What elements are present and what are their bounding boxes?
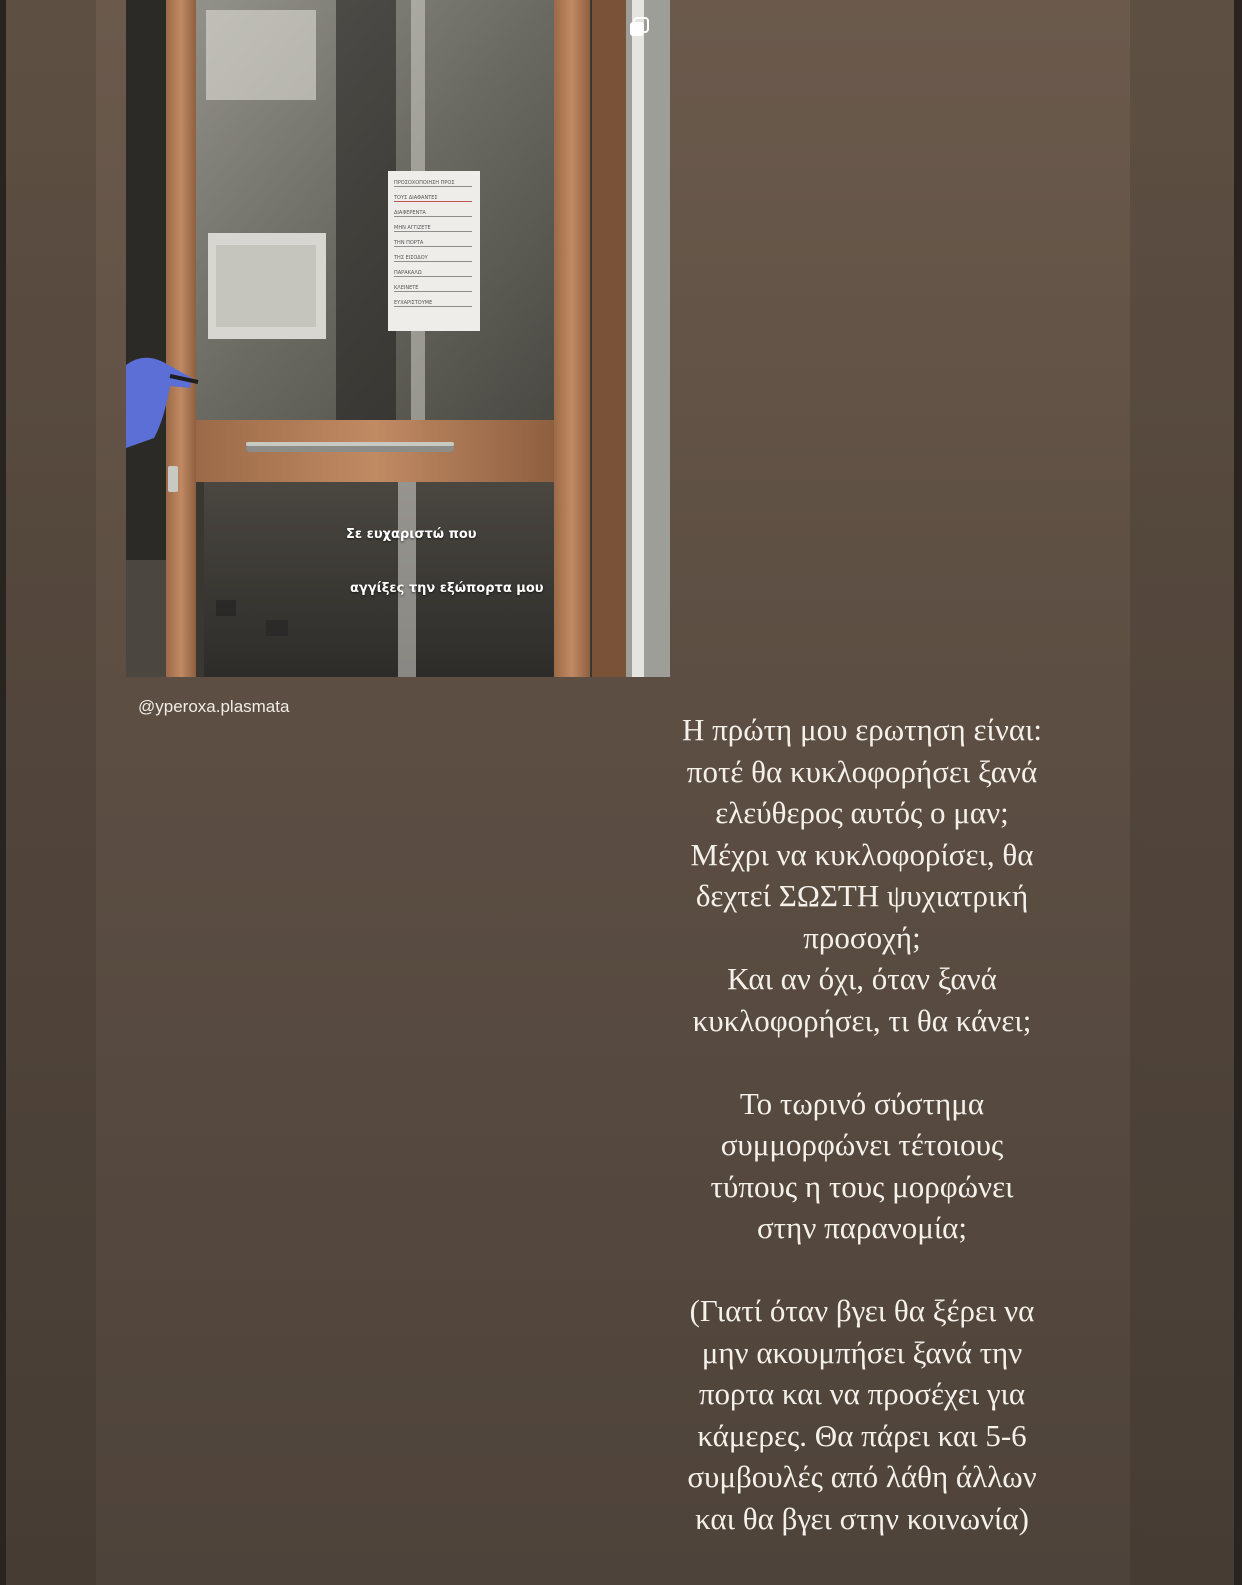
story-text-line: και θα βγει στην κοινωνία) xyxy=(695,1500,1029,1536)
notice-text-line: ΔΙΑΦΕΡΕΝΤΑ xyxy=(394,210,426,216)
notice-text-line: ΤΟΥΣ ΔΙΑΦΑΝΤΕΣ xyxy=(394,195,438,201)
story-text-line: συμβουλές από λάθη άλλων xyxy=(687,1459,1037,1494)
notice-text-line: ΚΛΕΙΝΕΤΕ xyxy=(394,285,419,291)
story-edge-right xyxy=(1130,0,1242,1585)
notice-text-line: ΠΡΟΣΟΧΟΠΟΙΗΣΗ ΠΡΟΣ xyxy=(394,180,455,186)
story-text-line: συμμορφώνει τέτοιους xyxy=(720,1127,1004,1162)
copy-icon[interactable] xyxy=(628,16,650,38)
notice-text-line: ΤΗΝ ΠΟΡΤΑ xyxy=(394,240,424,246)
notice-underline xyxy=(394,231,472,232)
photo-caption-line: Σε ευχαριστώ που xyxy=(346,527,477,542)
paragraph-gap xyxy=(622,1249,1102,1291)
door-frame-right xyxy=(554,0,590,677)
story-text-line: Και αν όχι, όταν ξανά xyxy=(727,961,997,996)
notice-underline xyxy=(394,216,472,217)
story-text-line: κάμερες. Θα πάρει και 5-6 xyxy=(697,1417,1027,1453)
source-credit-handle[interactable]: @yperoxa.plasmata xyxy=(138,697,290,716)
photo-caption-line: αγγίξες την εξώπορτα μου xyxy=(350,581,544,596)
story-text-line: τύπους η τους μορφώνει xyxy=(710,1168,1014,1204)
photo-caption xyxy=(346,490,544,634)
notice-underline xyxy=(394,291,472,292)
story-text-line: ποτέ θα κυκλοφορήσει ξανά xyxy=(686,753,1038,789)
paragraph-gap xyxy=(622,1041,1102,1083)
story-text-line: κυκλοφορήσει, τι θα κάνει; xyxy=(692,1002,1032,1038)
story-text-line: πορτα και να προσέχει για xyxy=(698,1376,1026,1411)
story-text xyxy=(622,709,1102,1539)
notice-text-line: ΜΗΝ ΑΓΓΙΖΕΤΕ xyxy=(394,225,431,231)
story-text-line: προσοχή; xyxy=(803,919,921,955)
notice-underline xyxy=(394,246,472,247)
door-frame-left xyxy=(166,0,196,677)
notice-underline xyxy=(394,261,472,262)
notice-text-line: ΕΥΧΑΡΙΣΤΟΥΜΕ xyxy=(394,300,433,306)
story-text-line: δεχτεί ΣΩΣΤΗ ψυχιατρική xyxy=(695,878,1029,913)
story-text-line: Η πρώτη μου ερωτηση είναι: xyxy=(681,712,1043,747)
story-text-line: ελεύθερος αυτός ο μαν; xyxy=(715,795,1009,830)
notice-text-line: ΠΑΡΑΚΑΛΩ xyxy=(394,270,422,276)
story-text-line: Μέχρι να κυκλοφορίσει, θα xyxy=(690,836,1034,872)
story-text-line: στην παρανομία; xyxy=(756,1210,968,1245)
notice-underline xyxy=(394,186,472,187)
shared-post-photo[interactable] xyxy=(126,0,670,677)
notice-underline xyxy=(394,276,472,277)
story-text-line: (Γιατί όταν βγει θα ξέρει να xyxy=(689,1293,1035,1328)
story-edge-left xyxy=(0,0,96,1585)
notice-underline xyxy=(394,201,472,202)
story-text-line: μην ακουμπήσει ξανά την xyxy=(701,1334,1023,1370)
notice-text-line: ΤΗΣ ΕΙΣΟΔΟΥ xyxy=(394,255,428,261)
notice-underline xyxy=(394,306,472,307)
door-lock xyxy=(168,466,178,492)
story-text-line: Το τωρινό σύστημα xyxy=(739,1085,985,1121)
